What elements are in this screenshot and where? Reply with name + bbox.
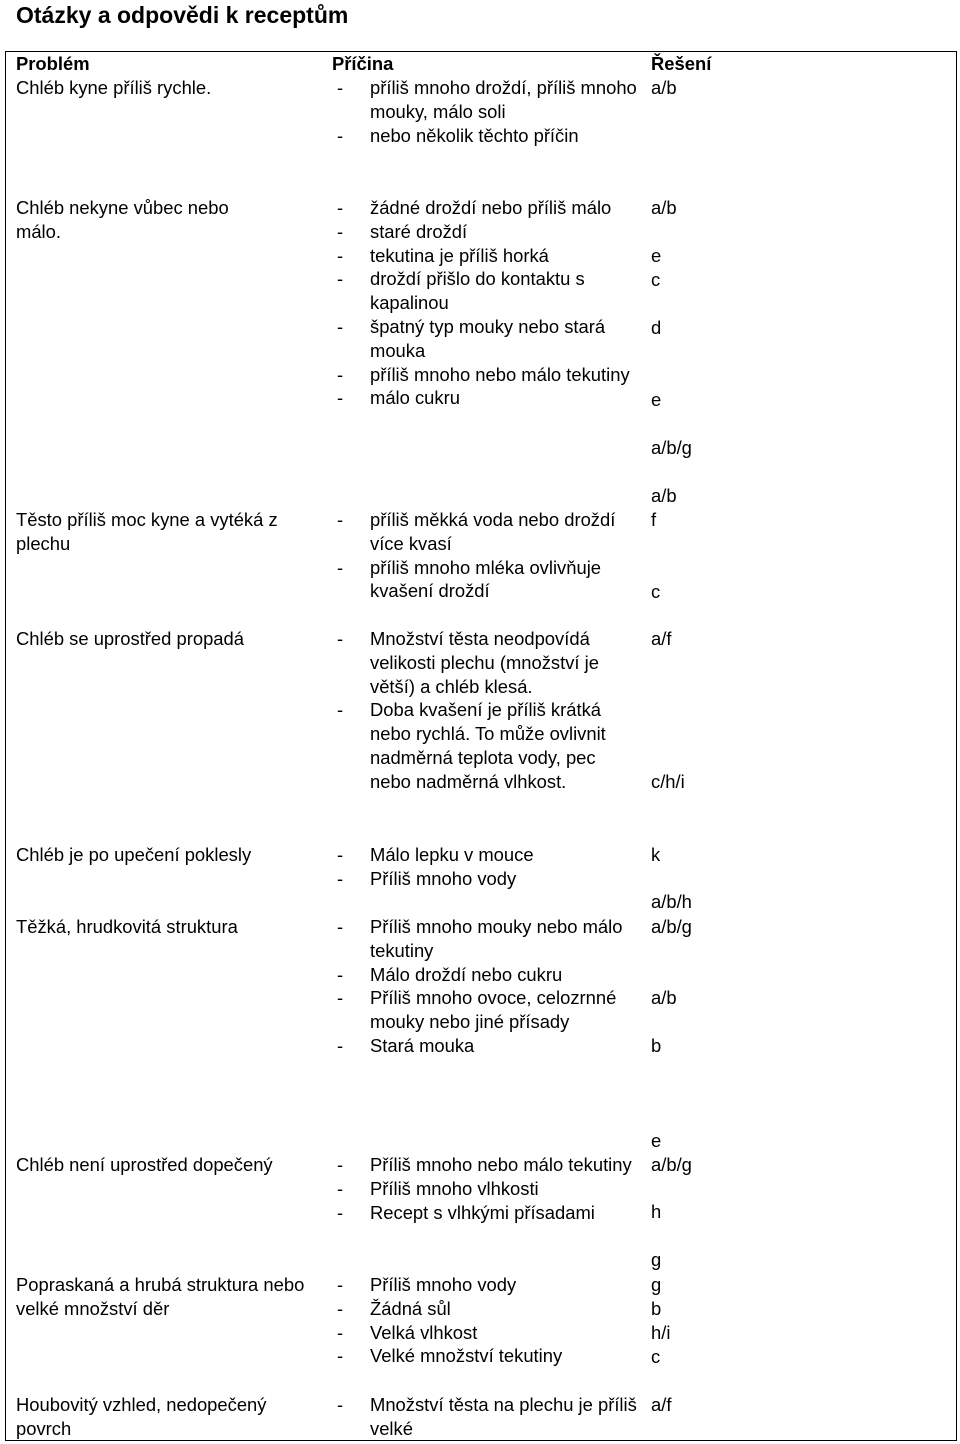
solution-code: c/h/i — [651, 771, 685, 792]
solution-code: e — [651, 245, 662, 266]
cause-list — [332, 508, 640, 603]
problem-cell: Houbovitý vzhled, nedopečený povrch — [16, 1394, 267, 1439]
cause-item: - příliš mnoho mléka ovlivňuje kvašení droždí — [332, 556, 640, 604]
cause-item: - Příliš mnoho vody — [332, 1273, 640, 1297]
solution-code: h — [651, 1201, 662, 1222]
header-solution: Řešení — [651, 53, 712, 74]
cause-item: - Příliš mnoho mouky nebo málo tekutiny — [332, 915, 640, 963]
solution-code: g — [651, 1249, 662, 1270]
solution-code: f — [651, 509, 657, 530]
solution-code: b — [651, 1035, 662, 1056]
problem-cell: Chléb nekyne vůbec nebo málo. — [16, 197, 229, 242]
problem-cell: Chléb je po upečení poklesly — [16, 844, 252, 865]
solution-code: h/i — [651, 1322, 671, 1343]
solution-code: c — [651, 1346, 661, 1367]
problem-cell: Těsto příliš moc kyne a vytéká z plechu — [16, 509, 278, 554]
cause-list — [332, 1273, 640, 1368]
cause-item: - Množství těsta na plechu je příliš velké — [332, 1393, 640, 1441]
cause-item: - příliš mnoho droždí, příliš mnoho mouky, málo soli — [332, 76, 640, 124]
cause-item: - málo cukru — [332, 386, 640, 410]
cause-item: - staré droždí — [332, 220, 640, 244]
cause-item: - špatný typ mouky nebo stará mouka — [332, 315, 640, 363]
cause-item: - Málo droždí nebo cukru — [332, 963, 640, 987]
cause-item: - Recept s vlhkými přísadami — [332, 1201, 640, 1225]
cause-list — [332, 627, 640, 794]
cause-item: - příliš mnoho nebo málo tekutiny — [332, 363, 640, 387]
solution-code: a/b — [651, 485, 677, 506]
header-problem: Problém — [16, 53, 90, 74]
cause-item: - Doba kvašení je příliš krátká nebo rychlá. To může ovlivnit nadměrná teplota vody, pec nebo nadměrná vlhkost. — [332, 698, 640, 793]
cause-item: - Stará mouka — [332, 1034, 640, 1058]
cause-item: - Velká vlhkost — [332, 1321, 640, 1345]
problem-cell: Chléb není uprostřed dopečený — [16, 1154, 273, 1175]
solution-code: a/f — [651, 1394, 672, 1415]
recipe-faq-table — [5, 51, 957, 1441]
solution-code: a/b — [651, 987, 677, 1008]
cause-item: - Příliš mnoho nebo málo tekutiny — [332, 1153, 640, 1177]
solution-code: c — [651, 581, 661, 602]
solution-code: a/f — [651, 628, 672, 649]
solution-code: a/b/g — [651, 437, 692, 458]
cause-list — [332, 1393, 640, 1441]
cause-list — [332, 76, 640, 147]
cause-item: - Příliš mnoho ovoce, celozrnné mouky nebo jiné přísady — [332, 986, 640, 1034]
problem-cell: Popraskaná a hrubá struktura nebo velké množství děr — [16, 1274, 305, 1319]
solution-code: b — [651, 1298, 662, 1319]
cause-item: - žádné droždí nebo příliš málo — [332, 196, 640, 220]
solution-code: d — [651, 317, 662, 338]
solution-code: a/b/g — [651, 1154, 692, 1175]
cause-item: - Žádná sůl — [332, 1297, 640, 1321]
cause-item: - Příliš mnoho vlhkosti — [332, 1177, 640, 1201]
cause-item: - Příliš mnoho vody — [332, 867, 640, 891]
problem-cell: Těžká, hrudkovitá struktura — [16, 916, 238, 937]
cause-item: - Velké množství tekutiny — [332, 1344, 640, 1368]
solution-code: a/b — [651, 77, 677, 98]
cause-item: - nebo několik těchto příčin — [332, 124, 640, 148]
solution-code: a/b — [651, 197, 677, 218]
cause-item: - tekutina je příliš horká — [332, 244, 640, 268]
solution-code: e — [651, 1130, 662, 1151]
cause-item: - Málo lepku v mouce — [332, 843, 640, 867]
solution-code: g — [651, 1274, 662, 1295]
solution-code: e — [651, 389, 662, 410]
header-cause: Příčina — [332, 53, 394, 74]
cause-list — [332, 915, 640, 1058]
solution-code: c — [651, 269, 661, 290]
cause-list — [332, 1153, 640, 1224]
cause-item: - příliš měkká voda nebo droždí více kvasí — [332, 508, 640, 556]
solution-code: a/b/g — [651, 916, 692, 937]
problem-cell: Chléb se uprostřed propadá — [16, 628, 244, 649]
problem-cell: Chléb kyne příliš rychle. — [16, 77, 212, 98]
cause-item: - droždí přišlo do kontaktu s kapalinou — [332, 267, 640, 315]
cause-item: - Množství těsta neodpovídá velikosti plechu (množství je větší) a chléb klesá. — [332, 627, 640, 698]
solution-code: k — [651, 844, 661, 865]
cause-list — [332, 196, 640, 410]
page-title: Otázky a odpovědi k receptům — [16, 2, 349, 28]
solution-code: a/b/h — [651, 891, 692, 912]
cause-list — [332, 843, 640, 891]
